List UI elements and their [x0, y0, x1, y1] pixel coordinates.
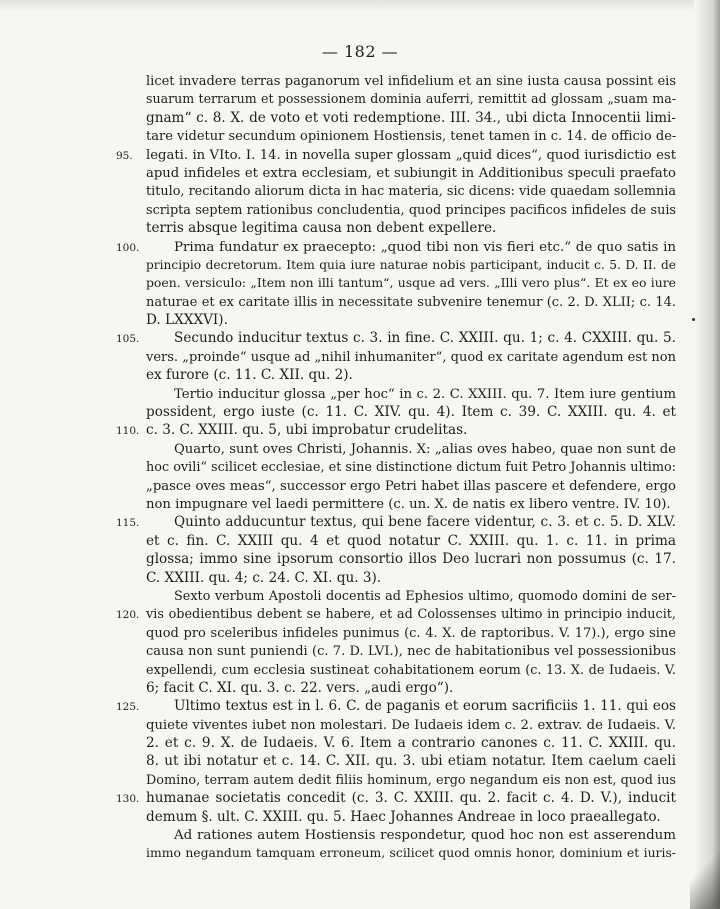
text-line — [146, 826, 676, 844]
line-text: Prima fundatur ex praecepto: „quod tibi non vis fieri etc.“ de quo satis in — [174, 239, 676, 255]
line-text: titulo, recitando aliorum dicta in hac materia, sic dicens: vide quaedam sollemnia — [146, 184, 676, 200]
text-line — [146, 532, 676, 550]
line-text: demum §. ult. C. XXIII. qu. 5. Haec Johannes Andreae in loco praeallegato. — [146, 808, 661, 825]
text-line — [146, 752, 676, 770]
line-text: ex furore (c. 11. C. XII. qu. 2). — [146, 367, 353, 384]
line-text: humanae societatis concedit (c. 3. C. XXIII. qu. 2. facit c. 4. D. V.), inducit — [146, 790, 676, 807]
text-line — [146, 458, 676, 476]
line-text: tare videtur secundum opinionem Hostiensis, tenet tamen in c. 14. de officio de- — [146, 129, 677, 145]
text-line — [146, 366, 676, 384]
line-text: causa non sunt puniendi (c. 7. D. LVI.), nec de habitationibus vel possessionibus — [146, 644, 676, 660]
text-line — [146, 771, 676, 789]
text-line — [146, 348, 676, 366]
line-text: „pasce oves meas“, successor ergo Petri habet illas pascere et defendere, ergo — [146, 478, 676, 494]
line-text: 8. ut ibi notatur et c. 14. C. XII. qu. 3. ubi etiam notatur. Item caelum caeli — [146, 753, 676, 770]
line-number: 100. — [116, 241, 140, 254]
text-line — [146, 661, 676, 679]
text-line — [146, 293, 676, 311]
line-text: Secundo inducitur textus c. 3. in fine. C. XXIII. qu. 1; c. 4. CXXIII. qu. 5. — [174, 330, 676, 347]
text-line — [146, 716, 676, 734]
line-text: scripta septem rationibus concludentia, quod principes pacificos infideles de suis — [146, 202, 676, 218]
line-text: Tertio inducitur glossa „per hoc“ in c. 2. C. XXIII. qu. 7. Item iure gentium — [174, 386, 676, 402]
line-text: suarum terrarum et possessionem dominia auferri, remittit ad glossam „suam ma- — [146, 91, 676, 107]
page-number: — 182 — — [321, 42, 399, 61]
text-line — [146, 569, 676, 587]
text-line — [116, 146, 676, 164]
text-line — [116, 238, 676, 256]
line-number: 95. — [116, 149, 133, 162]
line-text: vis obedientibus debent se habere, et ad Colossenses ultimo in principio inducit, — [146, 607, 676, 623]
text-line — [116, 605, 676, 623]
scan-edge-right — [694, 0, 720, 909]
line-text: Domino, terram autem dedit filiis hominum, ergo negandum eis non est, quod ius — [146, 772, 676, 788]
text-line — [146, 385, 676, 403]
line-number: 105. — [116, 333, 140, 346]
line-text: 6; facit C. XI. qu. 3. c. 22. vers. „audi ergo“). — [146, 679, 454, 696]
line-text: Ultimo textus est in l. 6. C. de paganis et eorum sacrificiis 1. 11. qui eos — [174, 698, 676, 715]
line-text: c. 3. C. XXIII. qu. 5, ubi improbatur crudelitas. — [146, 422, 468, 439]
text-line — [116, 513, 676, 531]
text-line — [146, 808, 676, 826]
text-line — [146, 219, 676, 237]
text-line — [146, 201, 676, 219]
text-line — [146, 72, 676, 90]
text-line — [116, 329, 676, 347]
line-text: Quinto adducuntur textus, qui bene facere videntur, c. 3. et c. 5. D. XLV. — [174, 514, 676, 531]
line-text: possident, ergo iuste (c. 11. C. XIV. qu. 4). Item c. 39. C. XXIII. qu. 4. et — [146, 404, 676, 421]
line-text: non impugnare vel laedi permittere (c. un. X. de natis ex libero ventre. IV. 10). — [146, 496, 671, 512]
line-text: Ad rationes autem Hostiensis respondetur, quod hoc non est asserendum — [174, 828, 676, 844]
text-line — [146, 642, 676, 660]
text-line — [146, 311, 676, 329]
line-text: expellendi, cum ecclesia sustineat cohabitationem eorum (c. 13. X. de Iudaeis. V. — [146, 662, 676, 678]
line-number: 130. — [116, 793, 140, 806]
line-text: principio decretorum. Item quia iure naturae nobis participant, inducit c. 5. D. II. de — [146, 257, 676, 272]
text-line — [146, 550, 676, 568]
line-text: et c. fin. C. XXIII qu. 4 et quod notatur C. XXIII. qu. 1. c. 11. in prima — [146, 532, 676, 549]
line-text: poen. versiculo: „Item non illi tantum“, usque ad vers. „Illi vero plus“. Et ex eo iure — [146, 275, 676, 291]
line-text: legati. in VIto. I. 14. in novella super glossam „quid dices“, quod iurisdictio est — [146, 147, 676, 163]
line-number: 110. — [116, 425, 140, 438]
text-line — [146, 164, 676, 182]
text-line — [146, 495, 676, 513]
text-line — [146, 182, 676, 200]
text-line — [146, 109, 676, 127]
line-text: Sexto verbum Apostoli docentis ad Ephesios ultimo, quomodo domini de ser- — [174, 588, 676, 604]
line-number: 125. — [116, 701, 140, 714]
scan-speck — [692, 318, 695, 321]
scan-edge-top — [0, 0, 720, 12]
body-text — [116, 72, 677, 863]
text-line — [116, 421, 676, 439]
line-number: 120. — [116, 609, 140, 622]
text-line — [146, 127, 676, 145]
text-line — [116, 697, 676, 715]
line-text: C. XXIII. qu. 4; c. 24. C. XI. qu. 3). — [146, 569, 382, 586]
text-line — [116, 789, 676, 807]
text-line — [146, 274, 676, 292]
text-line — [146, 477, 676, 495]
line-text: apud infideles et extra ecclesiam, et subiungit in Additionibus speculi praefato — [146, 165, 676, 181]
page-corner-shadow — [690, 839, 720, 909]
text-line — [146, 440, 676, 458]
line-text: quod pro sceleribus infideles punimus (c. 4. X. de raptoribus. V. 17).), ergo sine — [146, 625, 676, 641]
line-text: naturae et ex caritate illis in necessitate subvenire tenemur (c. 2. D. XLII; c. 14. — [146, 294, 676, 310]
text-line — [146, 624, 676, 642]
line-text: terris absque legitima causa non debent expellere. — [146, 220, 497, 237]
line-text: Quarto, sunt oves Christi, Johannis. X: „alias oves habeo, quae non sunt de — [174, 441, 676, 457]
text-line — [146, 403, 676, 421]
line-text: gnam“ c. 8. X. de voto et voti redemptione. III. 34., ubi dicta Innocentii limi- — [146, 109, 676, 126]
line-text: immo negandum tamquam erroneum, scilicet quod omnis honor, dominium et iuris- — [146, 845, 676, 861]
line-text: licet invadere terras paganorum vel infidelium et an sine iusta causa possint eis — [146, 74, 676, 89]
line-number: 115. — [116, 517, 140, 530]
text-line — [146, 734, 676, 752]
text-line — [146, 844, 676, 862]
line-text: glossa; immo sine ipsorum consortio illos Deo lucrari non possumus (c. 17. — [146, 551, 676, 568]
line-text: D. LXXXVI). — [146, 312, 228, 329]
text-line — [146, 90, 676, 108]
line-text: quiete viventes iubet non molestari. De Iudaeis idem c. 2. extrav. de Iudaeis. V. — [146, 717, 676, 733]
text-line — [146, 587, 676, 605]
line-text: 2. et c. 9. X. de Iudaeis. V. 6. Item a contrario canones c. 11. C. XXIII. qu. — [146, 735, 676, 752]
line-text: hoc ovili“ scilicet ecclesiae, et sine distinctione dictum fuit Petro Johannis ultimo: — [146, 460, 676, 476]
text-line — [146, 679, 676, 697]
line-text: vers. „proinde“ usque ad „nihil inhumaniter“, quod ex caritate agendum est non — [146, 349, 676, 365]
text-line — [146, 256, 676, 274]
